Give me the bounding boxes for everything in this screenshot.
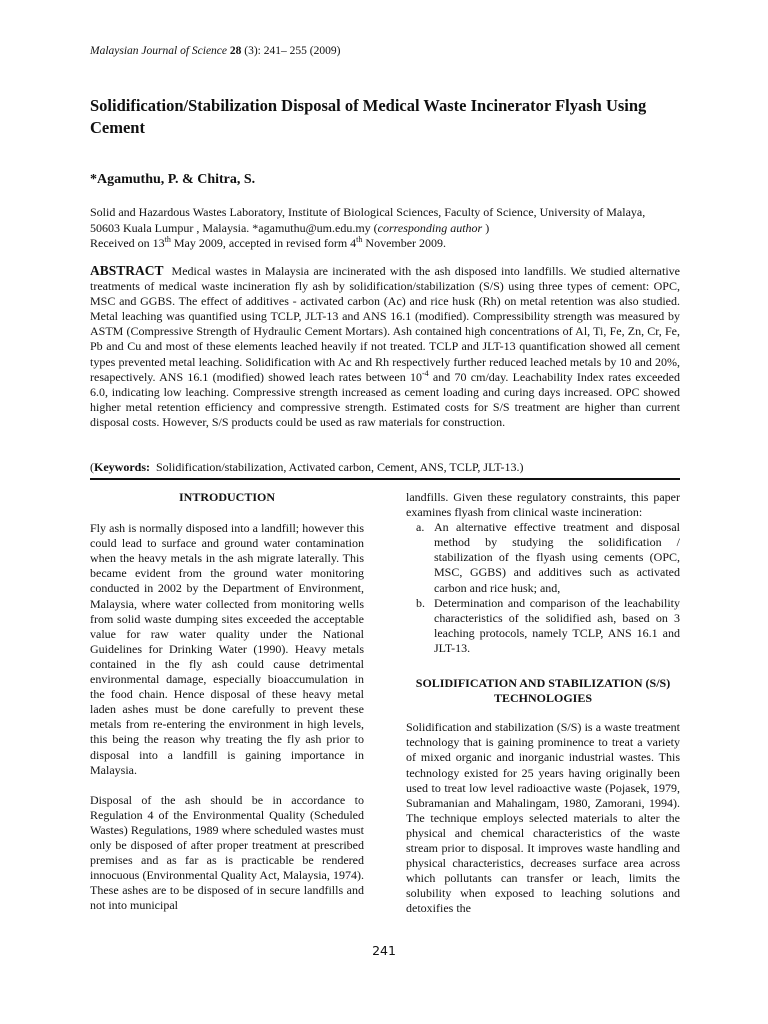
ss-technologies-heading: SOLIDIFICATION AND STABILIZATION (S/S) TECHNOLOGIES xyxy=(415,676,671,706)
affiliation-line-2-end: ) xyxy=(482,220,490,235)
affiliation-line-1: Solid and Hazardous Wastes Laboratory, Institute of Biological Sciences, Faculty of Science, University of Malaya, xyxy=(90,205,646,219)
abstract-exponent: -4 xyxy=(421,368,429,378)
received-sup-1: th xyxy=(164,235,171,244)
abstract-text-a: Medical wastes in Malaysia are incinerated with the ash disposed into landfills. We studied alternative treatments of medical waste incineration fly ash by solidification/stabilization (S/S) using three types of cement: OPC, MSC and GGBS. The effect of additives - activated carbon (Ac) and rice husk (Rh) on metal retention was also studied. Metal leaching was quantified using TCLP, JLT-13 and ANS 16.1 (modified). Compressibility strength was measured by ASTM (Compressive Strength of Hydraulic Cement Mortars). Ash contained high concentrations of Al, Ti, Fe, Zn, Cr, Fe, Pb and Cu and most of these elements leached heavily if not treated. TCLP and JLT-13 quantification showed all cement types prevented metal leaching. Solidification with Ac and Rh respectively further reduced leached metals by 10 and 20%, resapectively. ANS 16.1 (modified) showed leach rates between 10 xyxy=(90,264,680,384)
section-divider xyxy=(90,478,680,480)
received-dates xyxy=(90,236,690,252)
paper-title: Solidification/Stabilization Disposal of Medical Waste Incinerator Flyash Using Cement xyxy=(90,96,647,137)
received-sup-2: th xyxy=(356,235,363,244)
right-paragraph-2: Solidification and stabilization (S/S) is a waste treatment technology that is gaining prominence to treat a variety of mixed organic and inorganic industrial wastes. This technology existed for 25 years having originally been used to treat low level radioactive waste (Pojasek, 1979, Subramanian and Mahalingam, 1980, Zamorani, 1994). The technique employs selected materials to alter the physical and chemical characteristics of the waste stream prior to disposal. It improves waste handling and physical characteristics, decreases surface area across which pollutants can transfer or leach, limits the solubility when exposed to leaching solutions and detoxifies the xyxy=(406,720,680,916)
abstract-label: ABSTRACT xyxy=(90,263,164,278)
keywords-label: Keywords: xyxy=(94,460,150,474)
received-text-a: Received on 13 xyxy=(90,236,165,250)
list-item-text: An alternative effective treatment and disposal method by studying the solidification / stabilization of the flyash using cements (OPC, MSC, GGBS) and additives such as activated carbon and rice husk; and, xyxy=(434,520,680,595)
introduction-heading: INTRODUCTION xyxy=(178,490,275,504)
list-item-text: Determination and comparison of the leachability characteristics of the solidified ash, based on 3 leaching protocols, namely TCLP, ANS 16.1 and JLT-13. xyxy=(434,595,680,655)
list-item xyxy=(406,596,680,656)
paper-authors: *Agamuthu, P. & Chitra, S. xyxy=(90,172,256,187)
list-item xyxy=(406,520,680,595)
list-marker: a. xyxy=(416,520,425,535)
received-text-b: May 2009, accepted in revised form 4 xyxy=(170,236,357,250)
abstract-text-b: and 70 cm/day. Leachability Index rates exceeded 6.0, indicating low leaching. Compressive strength increased as cement loading and curing days increased. OPC showed higher metal retention efficiency and compressive strength. Estimated costs for S/S treatment are higher than current disposal costs. However, S/S products could be used as raw materials for construction. xyxy=(90,369,680,429)
journal-issue-pages: (3): 241– 255 (2009) xyxy=(244,45,341,57)
left-column xyxy=(90,490,364,928)
keywords-line xyxy=(90,460,680,475)
intro-paragraph-1: Fly ash is normally disposed into a landfill; however this could lead to surface and ground water contamination when the heavy metals in the ash migrate laterally. This became evident from the ground water monitoring conducted in 2002 by the Department of Environment, Malaysia, where water collected from monitoring wells from solid waste dumping sites exceeded the acceptable value for raw water quality under the National Guidelines for Drinking Water (1990). Heavy metals contained in the fly ash could cause detrimental environmental damage, especially bioaccumulation in the food chain. Hence disposal of these heavy metal laden ashes must be done carefully to prevent these metals from re-entering the environment in high levels, this being the reason why treating the fly ash prior to disposal into a landfill is gaining importance in Malaysia. xyxy=(90,521,364,777)
list-marker: b. xyxy=(416,595,425,610)
corresponding-author-note: corresponding author xyxy=(377,220,483,235)
right-paragraph-1: landfills. Given these regulatory constraints, this paper examines flyash from clinical waste incineration: xyxy=(406,490,680,520)
keywords-open-paren: ( xyxy=(90,460,94,474)
page-number: 241 xyxy=(372,943,396,958)
objectives-list xyxy=(406,520,680,656)
right-column xyxy=(406,490,680,931)
journal-volume: 28 xyxy=(229,45,242,57)
affiliation-block xyxy=(90,205,690,252)
intro-paragraph-2: Disposal of the ash should be in accordance to Regulation 4 of the Environmental Quality (Scheduled Wastes) Regulations, 1989 where scheduled wastes must only be disposed of after proper treatment at prescribed premises and as far as is practicable be rendered innocuous (Environmental Quality Act, Malaysia, 1974). These ashes are to be disposed of in secure landfills and not into municipal xyxy=(90,792,364,913)
affiliation-line-2 xyxy=(90,221,690,237)
affiliation-email-text: 50603 Kuala Lumpur , Malaysia. *agamuthu@um.edu.my ( xyxy=(90,220,378,235)
journal-citation xyxy=(90,45,340,57)
abstract-block xyxy=(90,263,680,430)
keywords-text: Solidification/stabilization, Activated carbon, Cement, ANS, TCLP, JLT-13.) xyxy=(156,460,524,474)
journal-name: Malaysian Journal of Science xyxy=(90,45,228,57)
received-text-c: November 2009. xyxy=(362,236,447,250)
